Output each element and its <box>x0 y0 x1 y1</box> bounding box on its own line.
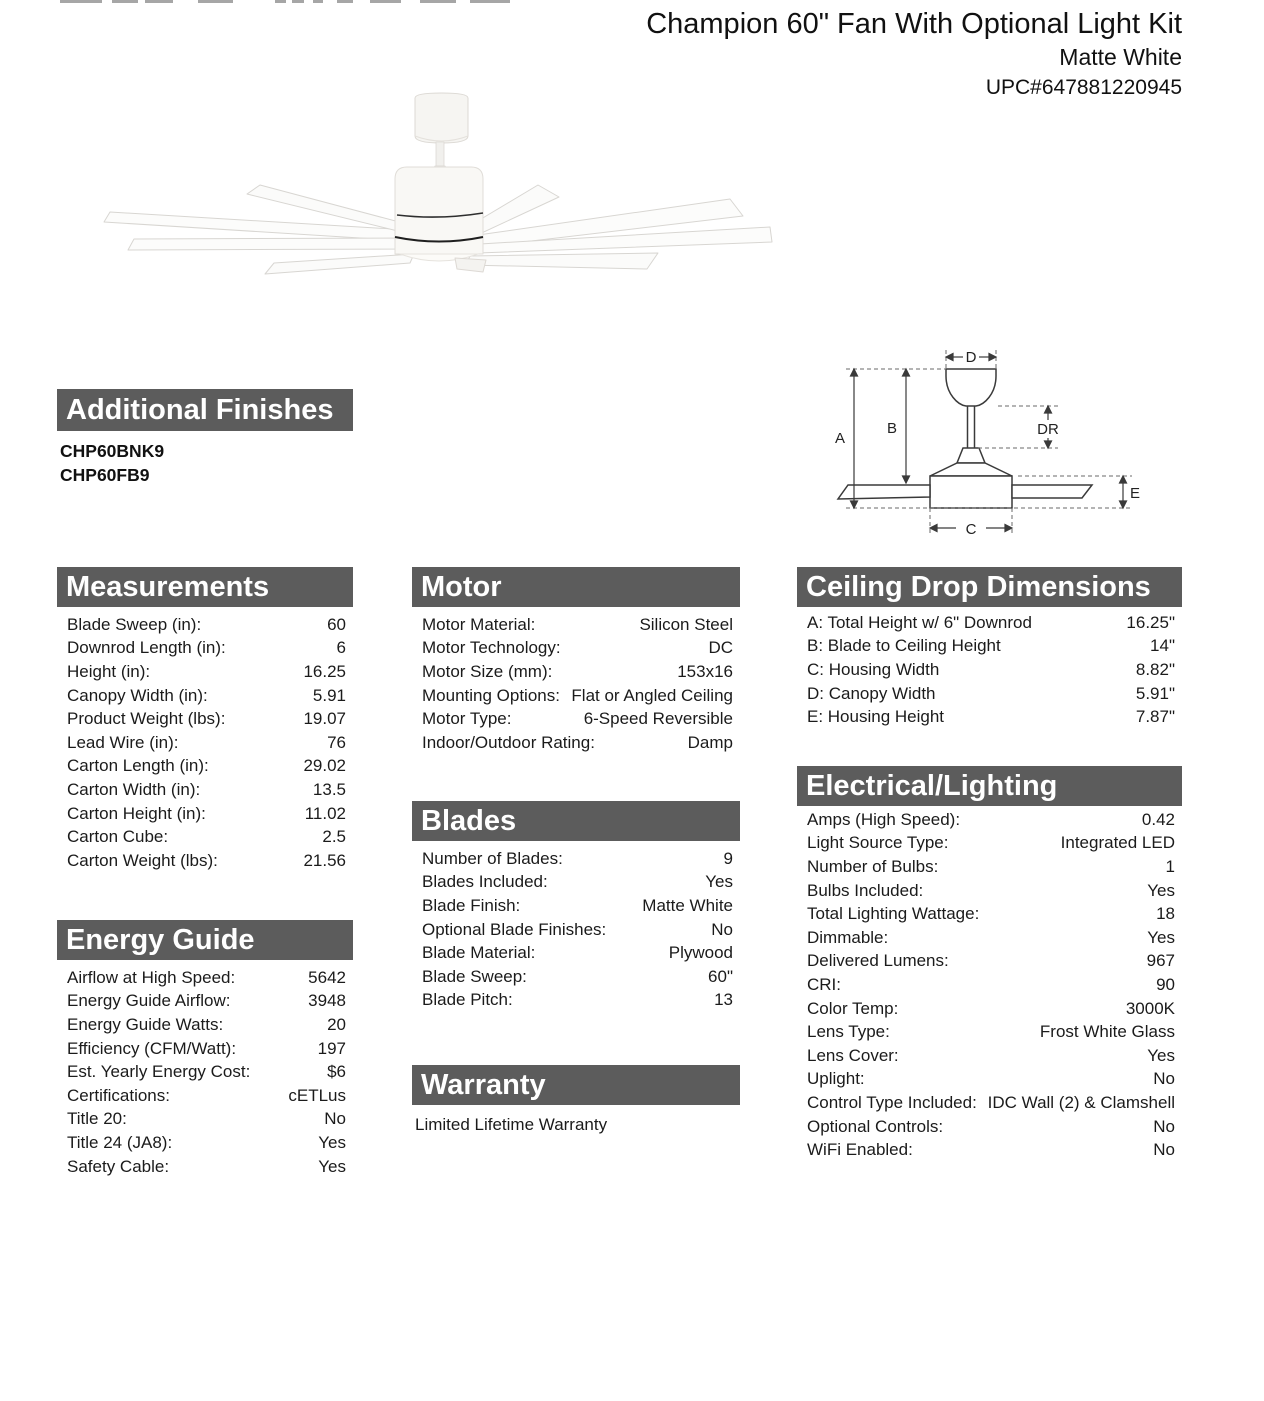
spec-row <box>797 682 1182 706</box>
spec-row <box>797 611 1182 635</box>
spec-label: Airflow at High Speed: <box>67 967 236 987</box>
spec-value: 16.25 <box>303 661 346 681</box>
spec-label: Control Type Included: <box>807 1092 977 1112</box>
spec-value: 5.91 <box>312 685 346 705</box>
spec-row <box>57 1013 353 1037</box>
spec-row <box>412 847 740 871</box>
spec-value: Yes <box>1147 927 1175 947</box>
measurements-rows <box>57 613 353 873</box>
spec-label: Carton Height (in): <box>67 803 206 823</box>
spec-label: Energy Guide Watts: <box>67 1014 224 1034</box>
spec-value: DC <box>708 638 733 658</box>
warranty-text: Limited Lifetime Warranty <box>415 1115 608 1134</box>
spec-row <box>412 613 740 637</box>
spec-row <box>797 1091 1182 1115</box>
diagram-label-a: A <box>834 430 846 447</box>
electrical-rows <box>797 808 1182 1162</box>
spec-value: 21.56 <box>303 850 346 870</box>
blades-section <box>412 801 740 1012</box>
spec-label: D: Canopy Width <box>807 683 936 703</box>
spec-value: 16.25" <box>1126 612 1175 632</box>
spec-value: 5.91" <box>1135 683 1175 703</box>
spec-row <box>797 1068 1182 1092</box>
spec-label: Total Lighting Wattage: <box>807 904 980 924</box>
spec-row <box>57 731 353 755</box>
electrical-header: Electrical/Lighting <box>797 766 1182 806</box>
spec-value: 60" <box>708 966 733 986</box>
spec-label: Carton Width (in): <box>67 779 201 799</box>
spec-value: 13 <box>714 990 733 1010</box>
spec-label: Motor Technology: <box>422 638 561 658</box>
spec-value: 19.07 <box>303 709 346 729</box>
spec-label: Energy Guide Airflow: <box>67 991 231 1011</box>
spec-value: No <box>711 919 733 939</box>
spec-row <box>57 1060 353 1084</box>
spec-label: C: Housing Width <box>807 659 940 679</box>
spec-row <box>412 894 740 918</box>
spec-label: Title 24 (JA8): <box>67 1132 173 1152</box>
spec-row <box>412 918 740 942</box>
spec-value: Yes <box>1147 1045 1175 1065</box>
motor-header: Motor <box>412 567 740 607</box>
spec-value: 1 <box>1165 856 1175 876</box>
spec-value: 20 <box>327 1014 346 1034</box>
spec-label: B: Blade to Ceiling Height <box>807 636 1001 656</box>
spec-row <box>412 989 740 1013</box>
spec-value: 2.5 <box>322 827 346 847</box>
spec-label: Carton Cube: <box>67 827 169 847</box>
spec-label: Uplight: <box>807 1069 865 1089</box>
spec-value: 6 <box>336 638 346 658</box>
measurements-header: Measurements <box>57 567 353 607</box>
motor-section <box>412 567 740 755</box>
spec-row <box>797 1020 1182 1044</box>
spec-value: 76 <box>327 732 346 752</box>
spec-value: 7.87" <box>1135 707 1175 727</box>
energy-guide-header: Energy Guide <box>57 920 353 960</box>
diagram-label-b: B <box>886 420 898 437</box>
spec-row <box>797 658 1182 682</box>
spec-row <box>797 635 1182 659</box>
spec-value: 3000K <box>1125 998 1175 1018</box>
spec-label: A: Total Height w/ 6" Downrod <box>807 612 1032 632</box>
spec-value: 18 <box>1156 904 1175 924</box>
spec-row <box>57 990 353 1014</box>
spec-label: Blade Sweep (in): <box>67 614 202 634</box>
spec-label: Lens Type: <box>807 1022 890 1042</box>
spec-label: Number of Blades: <box>422 848 563 868</box>
spec-label: Light Source Type: <box>807 833 949 853</box>
spec-label: Optional Controls: <box>807 1116 944 1136</box>
spec-value: Yes <box>1147 880 1175 900</box>
spec-label: Motor Material: <box>422 614 536 634</box>
spec-label: Optional Blade Finishes: <box>422 919 607 939</box>
electrical-section <box>797 766 1182 1162</box>
spec-value: No <box>324 1109 346 1129</box>
spec-row <box>412 731 740 755</box>
spec-label: Est. Yearly Energy Cost: <box>67 1062 251 1082</box>
spec-label: Blade Pitch: <box>422 990 513 1010</box>
spec-label: Amps (High Speed): <box>807 809 961 829</box>
spec-value: Yes <box>318 1156 346 1176</box>
spec-value: Damp <box>687 732 733 752</box>
spec-label: CRI: <box>807 974 841 994</box>
ceiling-drop-diagram <box>826 342 1166 547</box>
spec-label: Indoor/Outdoor Rating: <box>422 732 595 752</box>
spec-row <box>57 1155 353 1179</box>
spec-value: 13.5 <box>312 779 346 799</box>
warranty-section <box>412 1065 740 1137</box>
energy-guide-section <box>57 920 353 1178</box>
energy-guide-rows <box>57 966 353 1178</box>
spec-value: 197 <box>317 1038 346 1058</box>
spec-value: No <box>1153 1116 1175 1136</box>
spec-row <box>57 825 353 849</box>
spec-row <box>797 1138 1182 1162</box>
spec-label: Dimmable: <box>807 927 889 947</box>
spec-label: Blade Material: <box>422 943 536 963</box>
spec-row <box>797 902 1182 926</box>
spec-label: Blades Included: <box>422 872 548 892</box>
additional-finishes-section <box>57 389 353 487</box>
spec-row <box>57 637 353 661</box>
diagram-label-e: E <box>1129 485 1141 502</box>
spec-value: IDC Wall (2) & Clamshell <box>987 1092 1175 1112</box>
spec-row <box>57 1037 353 1061</box>
motor-rows <box>412 613 740 755</box>
spec-row <box>412 660 740 684</box>
finish-model-list <box>57 439 353 487</box>
spec-value: 3948 <box>308 991 346 1011</box>
spec-label: Carton Weight (lbs): <box>67 850 218 870</box>
diagram-label-dr: DR <box>1037 421 1059 438</box>
spec-row <box>57 802 353 826</box>
spec-value: 9 <box>723 848 733 868</box>
spec-value: 5642 <box>308 967 346 987</box>
spec-row <box>57 1084 353 1108</box>
spec-label: Height (in): <box>67 661 151 681</box>
spec-label: Blade Finish: <box>422 895 521 915</box>
cropped-logo-text <box>55 0 525 4</box>
spec-value: Silicon Steel <box>639 614 733 634</box>
blades-header: Blades <box>412 801 740 841</box>
spec-value: 967 <box>1146 951 1175 971</box>
spec-value: Integrated LED <box>1060 833 1175 853</box>
spec-value: Flat or Angled Ceiling <box>571 685 733 705</box>
spec-row <box>57 707 353 731</box>
spec-row <box>797 997 1182 1021</box>
spec-label: Carton Length (in): <box>67 756 209 776</box>
spec-value: 29.02 <box>303 756 346 776</box>
spec-row <box>412 684 740 708</box>
blades-rows <box>412 847 740 1012</box>
spec-row <box>57 1131 353 1155</box>
warranty-header: Warranty <box>412 1065 740 1105</box>
diagram-label-d: D <box>965 349 977 366</box>
spec-label: Efficiency (CFM/Watt): <box>67 1038 237 1058</box>
spec-row <box>57 755 353 779</box>
additional-finishes-header: Additional Finishes <box>57 389 353 431</box>
diagram-label-c: C <box>965 521 977 538</box>
spec-row <box>57 660 353 684</box>
spec-label: WiFi Enabled: <box>807 1140 913 1160</box>
measurements-section <box>57 567 353 873</box>
spec-label: Lead Wire (in): <box>67 732 179 752</box>
spec-row <box>57 613 353 637</box>
spec-value: Yes <box>705 872 733 892</box>
spec-value: cETLus <box>288 1085 346 1105</box>
product-title: Champion 60" Fan With Optional Light Kit <box>646 8 1182 40</box>
spec-value: $6 <box>327 1062 346 1082</box>
spec-value: No <box>1153 1069 1175 1089</box>
spec-row <box>412 637 740 661</box>
spec-row <box>57 684 353 708</box>
spec-value: 11.02 <box>304 803 346 823</box>
spec-row <box>412 965 740 989</box>
spec-row <box>797 926 1182 950</box>
spec-row <box>57 1108 353 1132</box>
finish-model: CHP60FB9 <box>60 465 150 485</box>
spec-label: Blade Sweep: <box>422 966 527 986</box>
spec-value: 6-Speed Reversible <box>583 709 733 729</box>
spec-row <box>797 855 1182 879</box>
spec-row <box>57 778 353 802</box>
spec-label: Mounting Options: <box>422 685 560 705</box>
spec-label: Certifications: <box>67 1085 170 1105</box>
spec-row <box>57 966 353 990</box>
spec-label: Product Weight (lbs): <box>67 709 226 729</box>
ceiling-drop-section <box>797 567 1182 729</box>
spec-row <box>797 879 1182 903</box>
spec-value: Matte White <box>642 895 733 915</box>
spec-label: Color Temp: <box>807 998 899 1018</box>
spec-row <box>797 1115 1182 1139</box>
product-finish: Matte White <box>1059 44 1182 70</box>
spec-row <box>412 707 740 731</box>
spec-value: No <box>1153 1140 1175 1160</box>
spec-row <box>412 871 740 895</box>
spec-label: Delivered Lumens: <box>807 951 949 971</box>
spec-label: Motor Type: <box>422 709 512 729</box>
spec-value: Frost White Glass <box>1039 1022 1175 1042</box>
spec-row <box>797 832 1182 856</box>
spec-row <box>797 950 1182 974</box>
spec-label: Canopy Width (in): <box>67 685 208 705</box>
spec-row <box>797 1044 1182 1068</box>
spec-value: Yes <box>318 1132 346 1152</box>
spec-row <box>412 941 740 965</box>
spec-label: Bulbs Included: <box>807 880 924 900</box>
spec-label: Title 20: <box>67 1109 127 1129</box>
spec-value: 90 <box>1156 974 1175 994</box>
spec-row <box>57 849 353 873</box>
spec-value: 153x16 <box>677 661 733 681</box>
spec-label: Safety Cable: <box>67 1156 170 1176</box>
spec-value: 60 <box>327 614 346 634</box>
spec-row <box>797 973 1182 997</box>
spec-label: Lens Cover: <box>807 1045 899 1065</box>
spec-label: Motor Size (mm): <box>422 661 553 681</box>
fan-product-image <box>70 58 870 303</box>
spec-row <box>797 705 1182 729</box>
ceiling-drop-header: Ceiling Drop Dimensions <box>797 567 1182 607</box>
spec-label: Downrod Length (in): <box>67 638 226 658</box>
finish-model: CHP60BNK9 <box>60 441 165 461</box>
product-upc: UPC#647881220945 <box>985 76 1182 99</box>
ceiling-drop-rows <box>797 611 1182 729</box>
spec-value: 0.42 <box>1141 809 1175 829</box>
spec-value: 14" <box>1150 636 1175 656</box>
spec-value: Plywood <box>668 943 733 963</box>
spec-label: Number of Bulbs: <box>807 856 939 876</box>
spec-label: E: Housing Height <box>807 707 945 727</box>
spec-row <box>797 808 1182 832</box>
spec-value: 8.82" <box>1135 659 1175 679</box>
